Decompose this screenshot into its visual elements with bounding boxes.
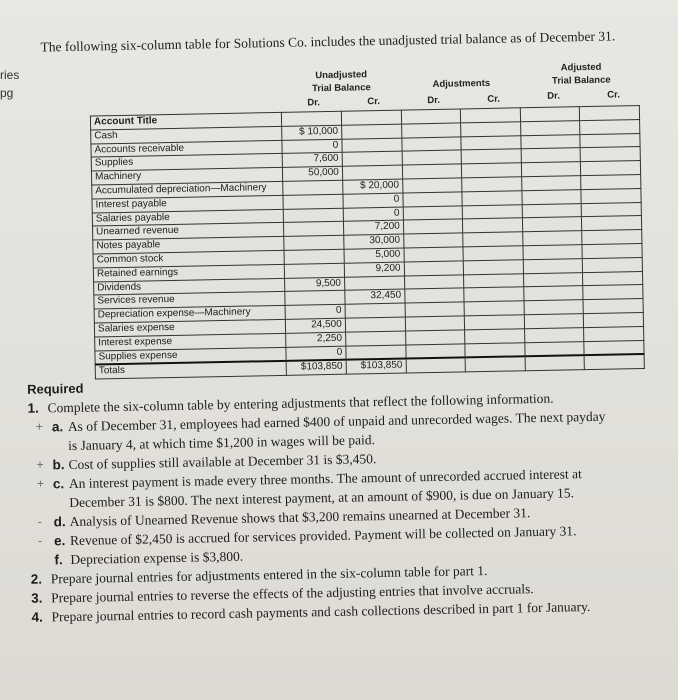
unadjusted-header-1: Unadjusted	[315, 69, 368, 82]
margin-text-2: pg	[0, 86, 14, 100]
requirement-text: Complete the six-column table by entering adjustments that reflect the following information.	[47, 390, 554, 416]
adjusted-dr-cell[interactable]	[525, 341, 585, 356]
unadjusted-cr-cell: 5,000	[344, 248, 404, 263]
adjusted-cr-cell[interactable]	[583, 299, 643, 314]
unadjusted-dr-cell	[283, 194, 343, 209]
adjustment-dr-cell[interactable]	[403, 219, 463, 234]
adjustment-cr-cell[interactable]	[464, 301, 524, 316]
unadjusted-dr-cell	[283, 208, 343, 223]
trial-balance-grid	[90, 105, 645, 380]
unadjusted-dr-cell: 0	[286, 346, 346, 361]
problem-intro: The following six-column table for Solutions Co. includes the unadjusted trial balance as of December 31.	[40, 28, 616, 55]
unadjusted-cr-cell: 30,000	[344, 234, 404, 249]
unadjusted-dr-cell: 7,600	[282, 153, 342, 168]
adjustment-cr-cell[interactable]	[465, 315, 525, 330]
adjusted-cr-cell[interactable]	[581, 174, 641, 189]
sub-item-letter: f.	[54, 552, 63, 568]
adjustment-dr-cell[interactable]	[404, 261, 464, 276]
adjusted-dr-cell[interactable]	[524, 327, 584, 342]
unadjusted-dr-cell	[284, 235, 344, 250]
requirement-text: Prepare journal entries to reverse the effects of the adjusting entries that involve accruals.	[50, 581, 534, 606]
adjustment-cr-cell[interactable]	[462, 163, 522, 178]
unadjusted-header-2: Trial Balance	[311, 82, 371, 95]
requirement-number: 3.	[30, 590, 43, 606]
adjusted-cr-cell[interactable]	[584, 326, 644, 341]
sub-item-letter: c.	[52, 476, 65, 492]
header-cell	[580, 106, 640, 121]
adjusted-dr-cell[interactable]	[523, 245, 583, 260]
adjustment-dr-cell[interactable]	[405, 330, 465, 345]
textbook-page	[14, 5, 678, 700]
adjustment-cr-cell[interactable]	[461, 135, 521, 150]
adjusted-cr-cell[interactable]	[582, 230, 642, 245]
sub-item-text: Depreciation expense is $3,800.	[70, 548, 244, 568]
adjustment-dr-cell[interactable]	[406, 343, 466, 358]
pencil-mark: -	[37, 533, 43, 548]
account-title-header: Account Title	[90, 112, 281, 129]
unadjusted-cr-cell: 7,200	[343, 220, 403, 235]
adj-cr-header: Cr.	[487, 93, 501, 105]
unadjusted-cr-cell: $ 20,000	[342, 179, 402, 194]
adjusted-dr-cell[interactable]	[522, 203, 582, 218]
adjustment-cr-cell[interactable]	[461, 149, 521, 164]
account-name: Retained earnings	[93, 264, 284, 281]
unadjusted-cr-cell	[344, 276, 404, 291]
adjusted-dr-cell[interactable]	[523, 231, 583, 246]
account-name: Depreciation expense—Machinery	[94, 306, 285, 323]
unadjusted-dr-cell: $103,850	[286, 360, 346, 375]
header-cell	[520, 107, 580, 122]
adjustment-cr-cell[interactable]	[465, 342, 525, 357]
requirement-number: 1.	[27, 400, 39, 416]
account-name: Services revenue	[94, 292, 285, 309]
adjustment-dr-cell[interactable]	[401, 123, 461, 138]
sub-item-text: Cost of supplies still available at December 31 is $3,450.	[68, 451, 377, 473]
unadj-dr-header: Dr.	[307, 97, 321, 109]
adjusted-cr-cell[interactable]	[583, 271, 643, 286]
unadjusted-dr-cell	[283, 222, 343, 237]
adjusted-cr-cell[interactable]	[581, 161, 641, 176]
adjusted-dr-cell[interactable]	[520, 120, 580, 135]
adjustment-cr-cell[interactable]	[465, 329, 525, 344]
adjusted-cr-cell[interactable]	[582, 216, 642, 231]
adjusted-dr-cell[interactable]	[522, 217, 582, 232]
sub-item-letter: a.	[51, 419, 64, 435]
unadjusted-dr-cell: 0	[285, 304, 345, 319]
unadjusted-cr-cell	[342, 151, 402, 166]
sub-item-text: December 31 is $800. The next interest payment, at an amount of $900, is due on January 15.	[69, 485, 575, 511]
adjustment-cr-cell[interactable]	[463, 246, 523, 261]
adjusted-dr-cell[interactable]	[521, 134, 581, 149]
adjustment-cr-cell[interactable]	[464, 260, 524, 275]
adjustment-dr-cell[interactable]	[405, 302, 465, 317]
pencil-mark: +	[36, 457, 44, 472]
account-name: Supplies expense	[95, 347, 286, 365]
six-column-table	[89, 61, 639, 377]
adjustment-dr-cell[interactable]	[404, 274, 464, 289]
adjusted-cr-header: Cr.	[607, 89, 621, 101]
unadjusted-dr-cell	[285, 291, 345, 306]
adjustment-dr-cell[interactable]	[403, 233, 463, 248]
header-cell	[461, 108, 521, 123]
adjusted-cr-cell[interactable]	[581, 188, 641, 203]
sub-item-text: An interest payment is made every three months. The amount of unrecorded accrued interest at	[68, 466, 582, 492]
adjustment-dr-cell[interactable]	[404, 288, 464, 303]
requirement-text: Prepare journal entries to record cash payments and cash collections described in part 1 for January.	[51, 599, 591, 625]
adjusted-dr-cell[interactable]	[524, 300, 584, 315]
sub-item-text: Analysis of Unearned Revenue shows that $3,200 remains unearned at December 31.	[69, 505, 531, 530]
unadj-cr-header: Cr.	[367, 95, 381, 108]
adjustment-dr-cell[interactable]	[402, 137, 462, 152]
unadjusted-cr-cell: 0	[343, 193, 403, 208]
unadjusted-cr-cell	[346, 345, 406, 360]
requirement-number: 2.	[30, 571, 43, 587]
adjustment-dr-cell[interactable]	[404, 247, 464, 262]
adjustment-cr-cell[interactable]	[462, 191, 522, 206]
adjusted-cr-cell[interactable]	[582, 202, 642, 217]
adjusted-cr-cell[interactable]	[580, 147, 640, 162]
adjusted-dr-cell[interactable]	[522, 189, 582, 204]
account-name: Totals	[95, 361, 286, 379]
unadjusted-cr-cell	[345, 331, 405, 346]
account-name: Interest payable	[92, 195, 283, 212]
sub-item-letter: e.	[53, 533, 66, 549]
unadjusted-dr-cell	[284, 249, 344, 264]
unadjusted-cr-cell: 9,200	[344, 262, 404, 277]
sub-item-text: As of December 31, employees had earned $400 of unpaid and unrecorded wages. The next payday	[67, 408, 606, 435]
unadjusted-cr-cell	[341, 124, 401, 139]
adjustment-dr-cell[interactable]	[403, 206, 463, 221]
sub-item-letter: b.	[52, 457, 65, 473]
header-cell	[401, 109, 461, 124]
requirement-number: 4.	[31, 609, 43, 625]
adjustment-dr-cell[interactable]	[402, 150, 462, 165]
unadjusted-dr-cell: $ 10,000	[282, 125, 342, 140]
required-heading: Required	[26, 380, 84, 397]
sub-item-text: Revenue of $2,450 is accrued for services provided. Payment will be collected on January 31.	[69, 523, 577, 549]
adjusted-cr-cell[interactable]	[584, 340, 644, 355]
unadjusted-cr-cell: 32,450	[345, 289, 405, 304]
adjusted-dr-cell[interactable]	[524, 314, 584, 329]
adjusted-cr-cell[interactable]	[580, 119, 640, 134]
unadjusted-dr-cell: 2,250	[285, 332, 345, 347]
unadjusted-cr-cell	[342, 138, 402, 153]
adjustment-cr-cell[interactable]	[463, 232, 523, 247]
adjusted-dr-cell[interactable]	[523, 258, 583, 273]
adjusted-header-1: Adjusted	[560, 61, 602, 74]
adjusted-dr-cell[interactable]	[521, 148, 581, 163]
margin-text-1: ries	[0, 68, 20, 82]
adjusted-dr-header: Dr.	[547, 90, 561, 102]
account-name: Salaries expense	[94, 319, 285, 336]
sub-item-letter: d.	[53, 514, 66, 530]
account-name: Salaries payable	[92, 209, 283, 226]
adjustment-cr-cell[interactable]	[461, 122, 521, 137]
unadjusted-cr-cell	[342, 165, 402, 180]
header-cell	[281, 111, 341, 126]
account-name: Common stock	[93, 250, 284, 267]
adjustment-cr-cell[interactable]	[464, 287, 524, 302]
adjusted-dr-cell[interactable]	[521, 162, 581, 177]
header-cell	[341, 110, 401, 125]
requirement-text: Prepare journal entries for adjustments entered in the six-column table for part 1.	[50, 563, 488, 587]
pencil-mark: +	[35, 419, 43, 434]
adjusted-dr-cell[interactable]	[524, 286, 584, 301]
account-name: Accounts receivable	[91, 140, 282, 157]
adjusted-dr-cell[interactable]	[523, 272, 583, 287]
account-name: Supplies	[91, 154, 282, 171]
adjusted-cr-cell[interactable]	[584, 312, 644, 327]
pencil-mark: -	[37, 514, 42, 529]
unadjusted-dr-cell: 24,500	[285, 318, 345, 333]
adjusted-cr-cell[interactable]	[582, 243, 642, 258]
adjustment-dr-cell[interactable]	[402, 178, 462, 193]
account-name: Interest expense	[95, 333, 286, 350]
account-name: Notes payable	[93, 237, 284, 254]
account-name: Dividends	[94, 278, 285, 295]
account-name: Cash	[91, 126, 282, 143]
unadjusted-cr-cell	[345, 317, 405, 332]
adjustments-header: Adjustments	[432, 77, 491, 90]
adjusted-dr-cell[interactable]	[521, 176, 581, 191]
requirements	[27, 367, 678, 626]
account-name: Unearned revenue	[93, 223, 284, 240]
unadjusted-dr-cell	[283, 180, 343, 195]
adjusted-cr-cell[interactable]	[580, 133, 640, 148]
unadjusted-cr-cell: $103,850	[346, 359, 406, 374]
adjusted-cr-cell[interactable]	[583, 285, 643, 300]
sub-item-text: is January 4, at which time $1,200 in wages will be paid.	[68, 432, 376, 454]
adjustment-dr-cell[interactable]	[402, 164, 462, 179]
adjustment-cr-cell[interactable]	[462, 177, 522, 192]
adjustment-dr-cell[interactable]	[403, 192, 463, 207]
unadjusted-dr-cell: 0	[282, 139, 342, 154]
adjustment-cr-cell[interactable]	[463, 218, 523, 233]
unadjusted-dr-cell: 9,500	[284, 277, 344, 292]
unadjusted-cr-cell: 0	[343, 207, 403, 222]
adjustment-cr-cell[interactable]	[464, 273, 524, 288]
unadjusted-dr-cell	[284, 263, 344, 278]
unadjusted-dr-cell: 50,000	[282, 166, 342, 181]
pencil-mark: +	[36, 476, 45, 491]
adj-dr-header: Dr.	[427, 94, 441, 107]
account-name: Machinery	[91, 168, 282, 185]
adjusted-header-2: Trial Balance	[551, 74, 611, 87]
account-name: Accumulated depreciation—Machinery	[92, 181, 283, 198]
adjustment-cr-cell[interactable]	[462, 204, 522, 219]
unadjusted-cr-cell	[345, 303, 405, 318]
adjustment-dr-cell[interactable]	[405, 316, 465, 331]
adjusted-cr-cell[interactable]	[583, 257, 643, 272]
